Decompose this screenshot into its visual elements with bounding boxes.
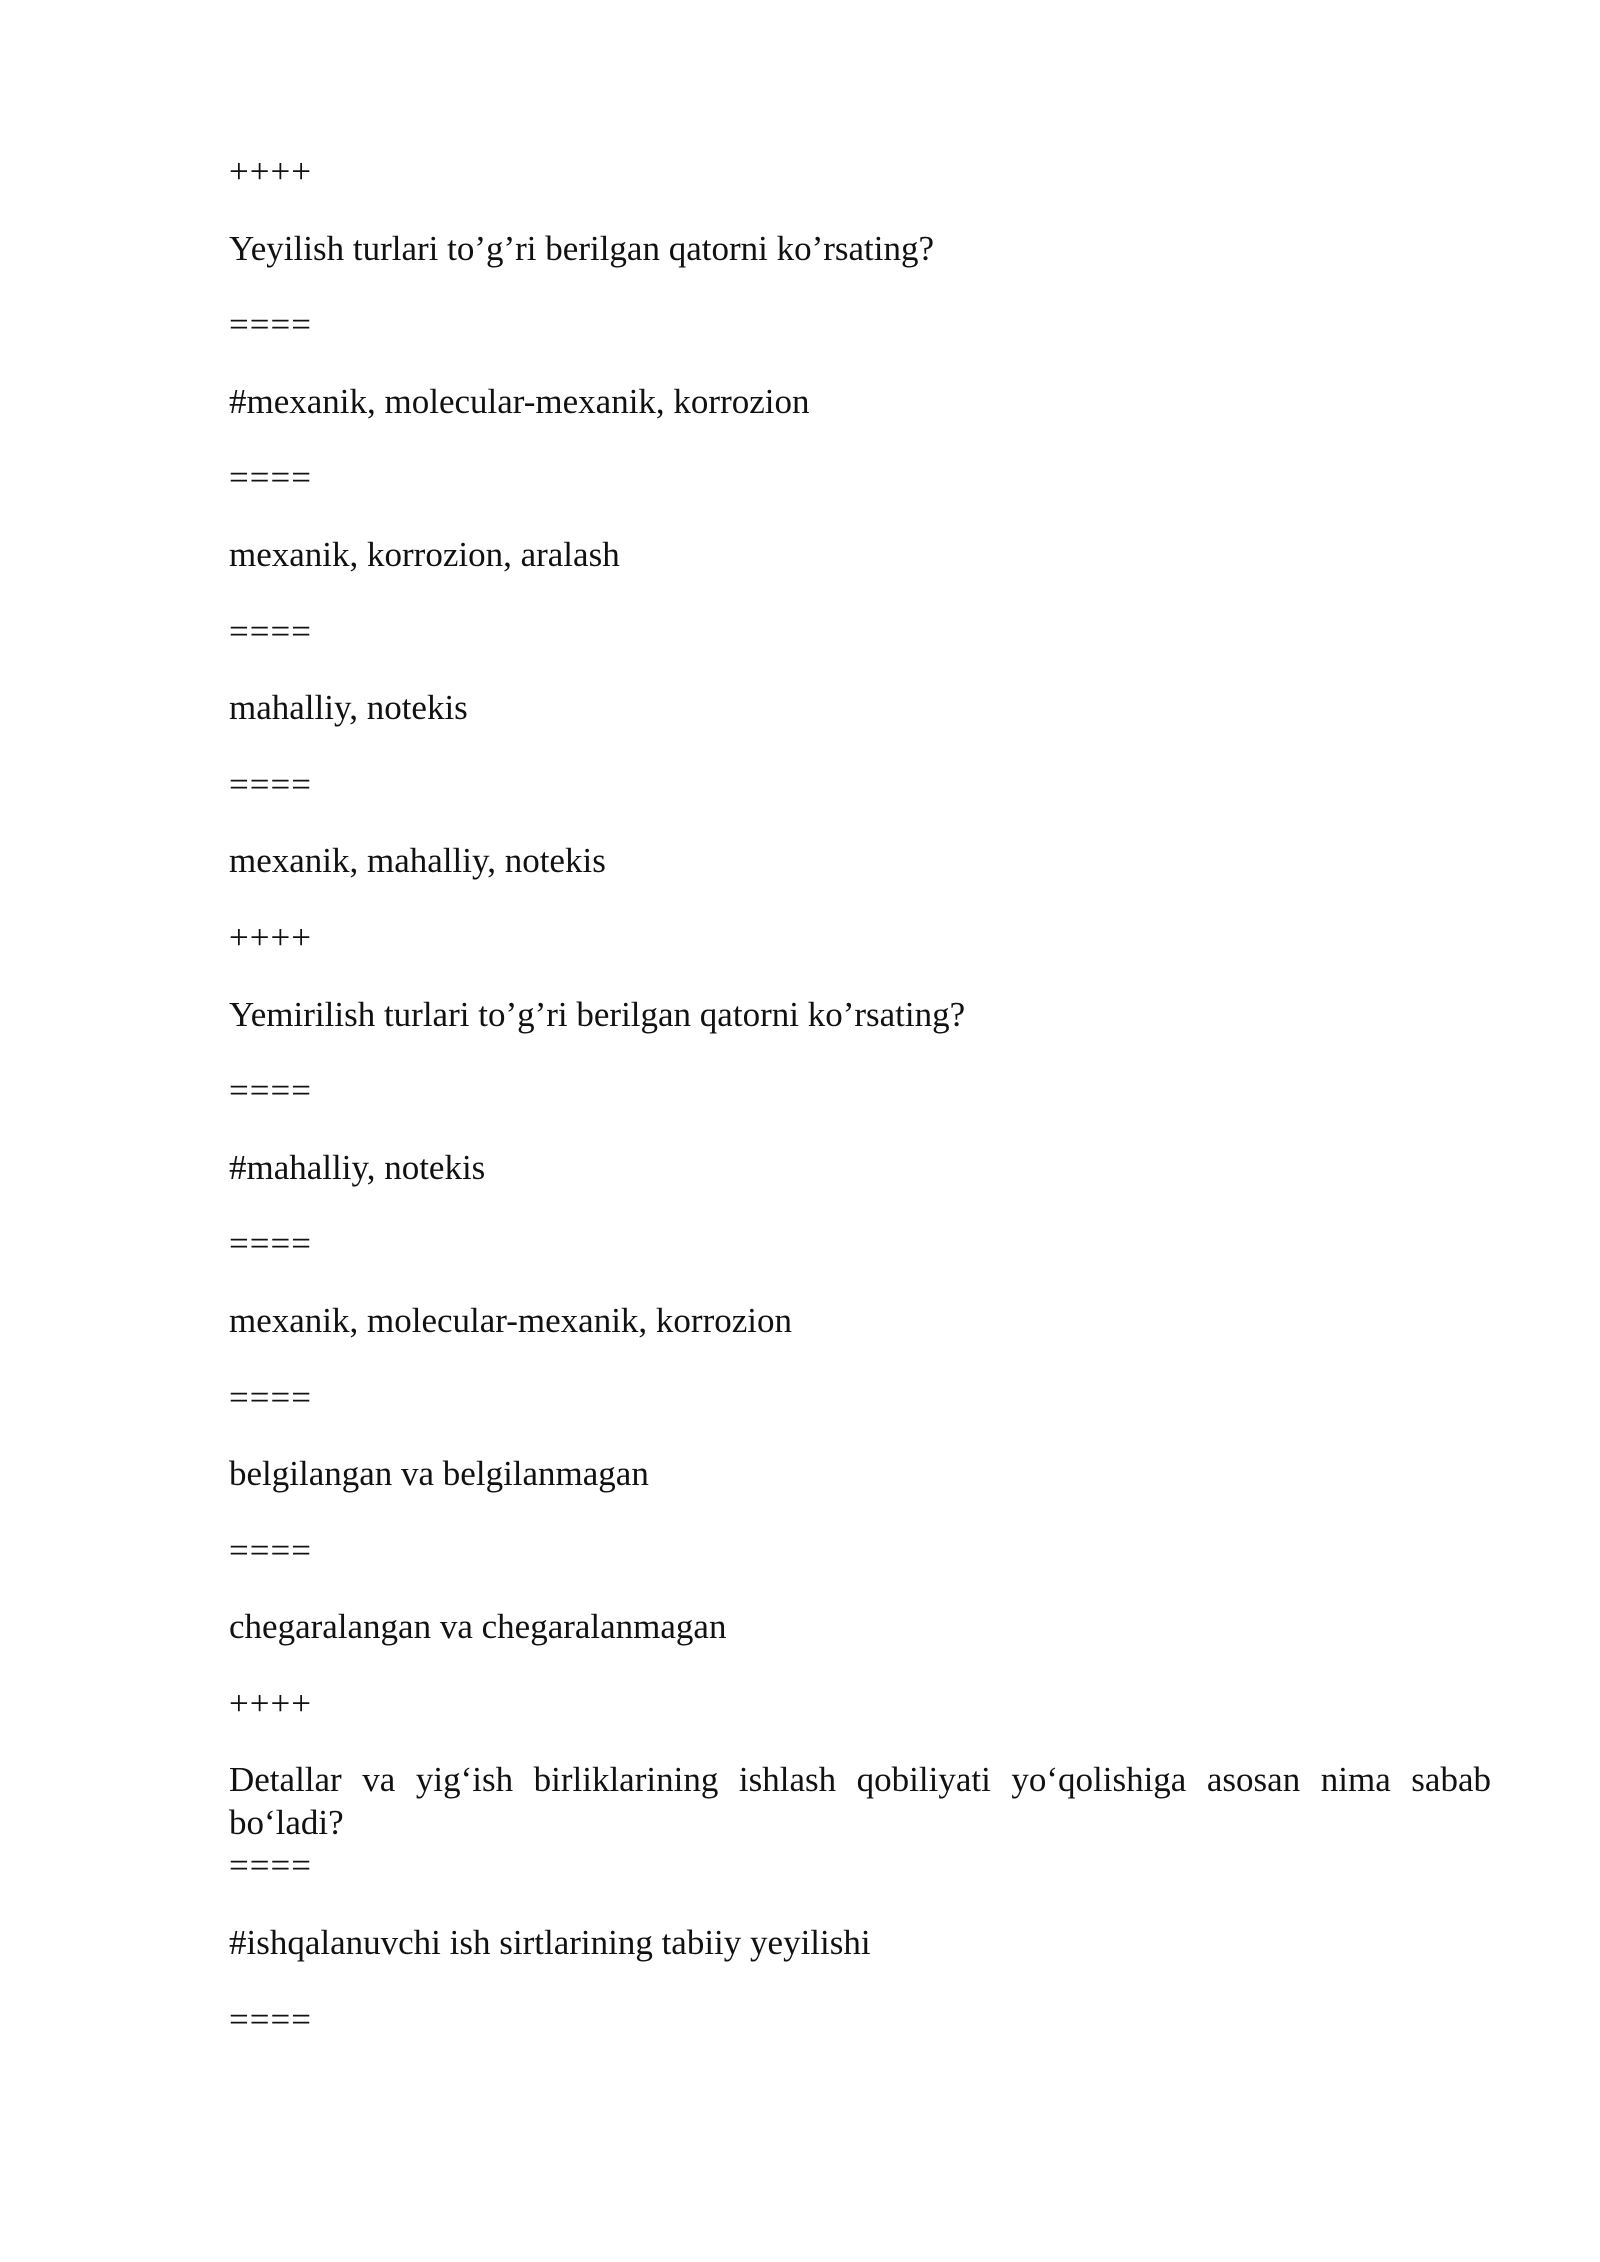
document-body: [229, 150, 1491, 2074]
answer-separator: ====: [229, 1530, 312, 1570]
question-text: Yemirilish turlari to’g’ri berilgan qatorni ko’rsating?: [229, 994, 966, 1034]
answer-option: #mexanik, molecular-mexanik, korrozion: [229, 381, 810, 421]
answer-separator: ====: [229, 458, 312, 498]
answer-option: #ishqalanuvchi ish sirtlarining tabiiy yeyilishi: [229, 1923, 871, 1963]
answer-option: belgilangan va belgilanmagan: [229, 1454, 649, 1494]
answer-separator: ====: [229, 764, 312, 804]
question-text: Yeyilish turlari to’g’ri berilgan qatorni ko’rsating?: [229, 228, 935, 268]
question-separator: ++++: [229, 1683, 312, 1723]
answer-separator: ====: [229, 1846, 312, 1886]
answer-separator: ====: [229, 1377, 312, 1417]
answer-separator: ====: [229, 1224, 312, 1264]
question-separator: ++++: [229, 917, 312, 957]
answer-option: chegaralangan va chegaralanmagan: [229, 1607, 727, 1647]
answer-separator: ====: [229, 305, 312, 345]
answer-option: mexanik, molecular-mexanik, korrozion: [229, 1300, 792, 1340]
question-separator: ++++: [229, 152, 312, 191]
answer-separator: ====: [229, 1999, 312, 2039]
answer-option: mexanik, mahalliy, notekis: [229, 841, 606, 881]
answer-option: #mahalliy, notekis: [229, 1147, 486, 1187]
answer-separator: ====: [229, 1071, 312, 1111]
answer-option: mahalliy, notekis: [229, 688, 468, 728]
answer-separator: ====: [229, 611, 312, 651]
question-text: Detallar va yig‘ish birliklarining ishlash qobiliyati yo‘qolishiga asosan nima sabab bo‘ladi?: [229, 1760, 1491, 1843]
answer-option: mexanik, korrozion, aralash: [229, 534, 620, 574]
